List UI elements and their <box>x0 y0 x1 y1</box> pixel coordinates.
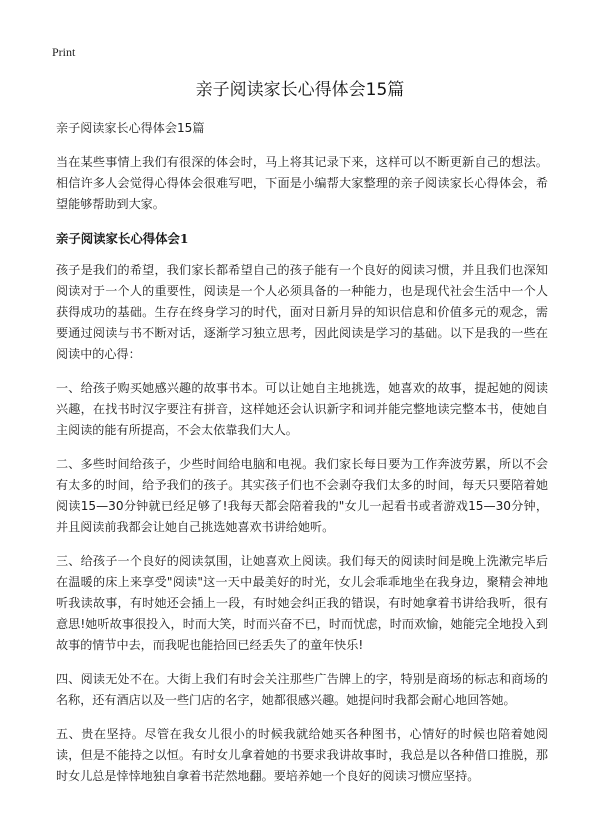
body-paragraph: 孩子是我们的希望，我们家长都希望自己的孩子能有一个良好的阅读习惯，并且我们也深知阅读对于一个人的重要性，阅读是一个人必须具备的一种能力，也是现代社会生活中一个人获得成功的基础。生存在终身学习的时代，面对日新月异的知识信息和价值多元的观念，需要通过阅读与书不断对话，逐渐学习独立思考，因此阅读是学习的基础。以下是我的一些在阅读中的心得： <box>56 263 548 361</box>
section-heading: 亲子阅读家长心得体会1 <box>56 231 189 246</box>
article-body <box>56 118 548 800</box>
article-subtitle: 亲子阅读家长心得体会15篇 <box>56 121 205 135</box>
body-paragraph: 二、多些时间给孩子，少些时间给电脑和电视。我们家长每日要为工作奔波劳累，所以不会有太多的时间，给予我们的孩子。其实孩子们也不会剥夺我们太多的时间，每天只要陪着她阅读15—30分钟就已经足够了!我每天都会陪着我的"女儿一起看书或者游戏15—30分钟，并且阅读前我都会让她自己挑选她喜欢书讲给她听。 <box>56 457 548 534</box>
body-paragraph: 三、给孩子一个良好的阅读氛围，让她喜欢上阅读。我们每天的阅读时间是晚上洗漱完毕后在温暖的床上来享受"阅读"这一天中最美好的时光，女儿会乖乖地坐在我身边，聚精会神地听我读故事，有时她还会插上一段，有时她会纠正我的错误，有时她拿着书讲给我听，很有意思!她听故事很投入，时而大笑，时而兴奋不已，时而忧虑，时而欢愉，她能完全地投入到故事的情节中去，而我呢也能拾回已经丢失了的童年快乐! <box>56 554 548 652</box>
body-paragraph: 四、阅读无处不在。大街上我们有时会关注那些广告牌上的字，特别是商场的标志和商场的名称，还有酒店以及一些门店的名字，她都很感兴趣。她提问时我都会耐心地回答她。 <box>56 672 548 707</box>
print-link[interactable]: Print <box>52 45 76 59</box>
body-paragraph: 一、给孩子购买她感兴趣的故事书本。可以让她自主地挑选，她喜欢的故事，提起她的阅读兴趣，在找书时汉字要注有拼音，这样她还会认识新字和词并能完整地读完整本书，使她自主阅读的能有所提高，不会太依靠我们大人。 <box>56 381 548 437</box>
body-paragraph: 五、贵在坚持。尽管在我女儿很小的时候我就给她买各种图书，心情好的时候也陪着她阅读，但是不能持之以恒。有时女儿拿着她的书要求我讲故事时，我总是以各种借口推脱，那时女儿总是悻悻地独自拿着书茫然地翻。要培养她一个良好的阅读习惯应坚持。 <box>56 727 548 783</box>
page-title: 亲子阅读家长心得体会15篇 <box>195 80 405 100</box>
intro-paragraph: 当在某些事情上我们有很深的体会时，马上将其记录下来，这样可以不断更新自己的想法。相信许多人会觉得心得体会很难写吧，下面是小编帮大家整理的亲子阅读家长心得体会，希望能够帮助到大家。 <box>56 155 548 211</box>
